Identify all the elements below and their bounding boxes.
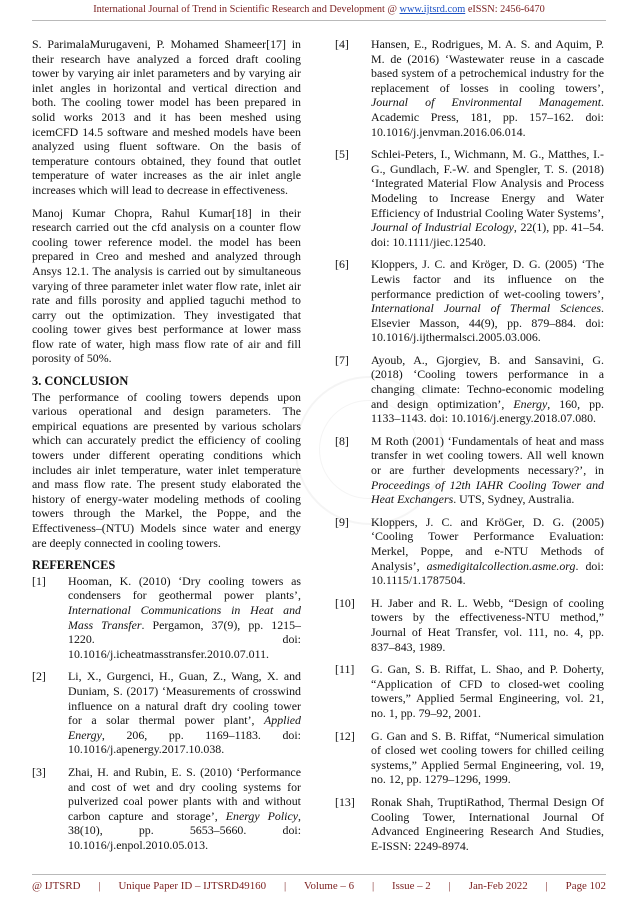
reference-text (371, 434, 604, 507)
journal-issn: eISSN: 2456-6470 (467, 4, 545, 15)
reference-citation: G. Gan and S. B. Riffat, “Numerical simulation of closed wet cooling towers for chilled ceiling systems,” Applied 5ermal Engineering, vol. 19, no. 12, pp. 1279–1296, 1999. (371, 728, 604, 787)
reference-citation: Zhai, H. and Rubin, E. S. (2010) ‘Performance and cost of wet and dry cooling systems for pulverized coal power plants with and without carbon capture and storage’, (68, 764, 301, 823)
conclusion-paragraph: The performance of cooling towers depends upon various operational and design parameters. The empirical equations are presented by various scholars which can accurately predict the efficiency of cooling towers under different operating conditions which includes air inlet temperature, water inlet temperature and mass flow rate. The present study elaborated the history of energy-water modeling methods of cooling towers through the Markel, the Poppe, and the Effectiveness–(NTU) Models since water and energy are deeply connected in cooling towers. (32, 389, 301, 550)
reference-text (371, 596, 604, 654)
reference-source-title: International Communications in Heat and Mass Transfer (68, 602, 301, 632)
footer-divider (32, 874, 606, 875)
reference-text (68, 574, 301, 662)
journal-name: International Journal of Trend in Scientific Research and Development @ (93, 4, 397, 15)
references-list-right (335, 37, 604, 853)
footer-sep: | (448, 880, 451, 892)
reference-number: [12] (335, 728, 355, 743)
reference-source-title: Journal of Environmental Management (371, 95, 602, 110)
reference-item (32, 574, 301, 662)
reference-item (32, 669, 301, 757)
reference-details: . Elsevier Masson, 44(9), pp. 879–884. doi: 10.1016/j.ijthermalsci.2005.03.006. (371, 301, 604, 345)
reference-number: [7] (335, 352, 349, 367)
footer-paper-id: Unique Paper ID – IJTSRD49160 (118, 880, 267, 892)
reference-citation: Li, X., Gurgenci, H., Guan, Z., Wang, X. and Duniam, S. (2017) ‘Measurements of crosswind influence on a natural draft dry cooling tower for a solar thermal power plant’, (68, 669, 301, 728)
footer-sep: | (545, 880, 548, 892)
reference-source-title: Journal of Industrial Ecology (371, 220, 514, 235)
reference-text (371, 515, 604, 588)
reference-item (335, 37, 604, 139)
right-column (335, 37, 604, 861)
review-paragraph-17: S. ParimalaMurugaveni, P. Mohamed Shameer[17] in their research have analyzed a forced draft cooling tower by varying air inlet parameters and by varying air inlet angles in horizontal and vertical direction and both. The cooling tower model has been prepared in solid works 2013 and it has been meshed using icemCFD 14.5 software and meshed models have been analyzed using fluent software. On the basis of temperature contours obtained, they found that outlet temperature of water increases as the air inlet angle increases which will lead to decrease in effectiveness. (32, 37, 301, 197)
reference-details: , 38(10), pp. 5653–5660. doi: 10.1016/j.enpol.2010.05.013. (68, 808, 301, 852)
references-heading: REFERENCES (32, 558, 116, 573)
reference-details: , 206, pp. 1169–1183. doi: 10.1016/j.apenergy.2017.10.038. (68, 727, 301, 757)
references-list-left (32, 574, 301, 853)
footer-issue: Issue – 2 (392, 880, 431, 892)
footer-sep: | (283, 880, 287, 892)
reference-item (335, 515, 604, 588)
reference-text (371, 729, 604, 787)
reference-item (32, 765, 301, 853)
journal-header (0, 4, 638, 15)
reference-item (335, 353, 604, 426)
reference-text (371, 795, 604, 853)
journal-site-link[interactable]: www.ijtsrd.com (399, 4, 466, 15)
reference-number: [2] (32, 669, 46, 684)
reference-number: [3] (32, 764, 46, 779)
reference-item (335, 257, 604, 345)
footer-volume: Volume – 6 (304, 880, 355, 892)
reference-source-title: Energy (513, 396, 548, 411)
reference-item (335, 729, 604, 787)
reference-citation: H. Jaber and R. L. Webb, “Design of cooling towers by the effectiveness-NTU method,” Journal of Heat Transfer, vol. 111, no. 4, pp. 837–843, 1989. (371, 595, 604, 654)
reference-number: [11] (335, 662, 355, 677)
reference-details: . doi: 10.1115/1.1787504. (371, 558, 604, 588)
footer-date: Jan-Feb 2022 (468, 880, 528, 892)
reference-source-title: Applied Energy (68, 713, 301, 742)
reference-number: [9] (335, 514, 349, 529)
footer-sep: | (371, 880, 375, 892)
reference-citation: Kloppers, J. C. and Kröger, D. G. (2005) ‘The Lewis factor and its influence on the performance prediction of wet-cooling towers’, (371, 257, 604, 301)
reference-number: [6] (335, 257, 349, 272)
reference-citation: G. Gan, S. B. Riffat, L. Shao, and P. Doherty, “Application of CFD to closed-wet cooling towers,” Applied 5ermal Engineering, vol. 21, no. 1, pp. 79–92, 2001. (371, 662, 604, 720)
reference-number: [5] (335, 147, 349, 162)
reference-details: . Pergamon, 37(9), pp. 1215–1220. doi: 10.1016/j.icheatmasstransfer.2010.07.011. (68, 617, 301, 661)
reference-item (335, 147, 604, 249)
reference-source-title: asmedigitalcollection.asme.org (426, 558, 576, 573)
reference-citation: Hooman, K. (2010) ‘Dry cooling towers as condensers for geothermal power plants’, (68, 573, 301, 603)
reference-number: [4] (335, 37, 349, 51)
reference-number: [1] (32, 573, 46, 588)
reference-citation: Schlei-Peters, I., Wichmann, M. G., Matthes, I.-G., Gundlach, F.-W. and Spengler, T. S. (2018) ‘Integrated Material Flow Analysis and Process Modeling to Increase Energy and Water Efficiency of Industrial Cooling Water Systems’, (371, 147, 604, 220)
reference-details: , 22(1), pp. 41–54. doi: 10.1111/jiec.12540. (371, 220, 604, 249)
reference-citation: Ayoub, A., Gjorgiev, B. and Sansavini, G. (2018) ‘Cooling towers performance in a changing climate: Techno-economic modeling and design optimization’, (371, 352, 604, 411)
left-column (32, 37, 301, 860)
reference-item (335, 596, 604, 654)
reference-text (371, 37, 604, 139)
page-footer (32, 880, 606, 892)
reference-citation: M Roth (2001) ‘Fundamentals of heat and mass transfer in wet cooling towers. All well known or are further developments necessary?’, in (371, 433, 604, 478)
reference-item (335, 795, 604, 853)
reference-source-title: International Journal of Thermal Sciences (371, 301, 602, 316)
reference-citation: Ronak Shah, TruptiRathod, Thermal Design Of Cooling Tower, International Journal Of Advanced Engineering Research And Studies, E-ISSN: 2249-8974. (371, 794, 604, 853)
reference-citation: Hansen, E., Rodrigues, M. A. S. and Aquim, P. M. de (2016) ‘Wastewater reuse in a cascade based system of a petrochemical industry for the replacement of losses in cooling towers’, (371, 37, 604, 95)
reference-details: , 160, pp. 1133–1143. doi: 10.1016/j.energy.2018.07.080. (371, 396, 605, 426)
reference-details: . Academic Press, 181, pp. 157–162. doi: 10.1016/j.jenvman.2016.06.014. (371, 95, 604, 139)
review-paragraph-18: Manoj Kumar Chopra, Rahul Kumar[18] in their research carried out the cfd analysis on a counter flow cooling tower reference model. the model has been prepared in Creo and meshed and analyzed through Ansys 12.1. The analysis is carried out by simultaneous varying of three parameter inlet water flow rate, inlet air rate and fills porosity and applied taguchi method to carry out the optimization. They investigated that cooling tower gives best performance at lower mass flow rate of water, high mass flow rate of air and fill porosity of 50%. (32, 205, 301, 366)
page-number: Page 102 (565, 880, 606, 892)
conclusion-heading: 3. CONCLUSION (32, 374, 129, 389)
reference-text (371, 147, 604, 249)
reference-details: . UTS, Sydney, Australia. (453, 492, 575, 507)
reference-text (68, 765, 301, 853)
reference-item (335, 434, 604, 507)
reference-citation: Kloppers, J. C. and KröGer, D. G. (2005) ‘Cooling Tower Performance Evaluation: Merkel, Poppe, and e-NTU Methods of Analysis’, (371, 514, 604, 573)
footer-sep: | (98, 880, 101, 892)
reference-number: [10] (335, 595, 355, 610)
reference-source-title: Energy Policy (225, 808, 299, 823)
footer-org: @ IJTSRD (32, 880, 81, 892)
reference-text (371, 353, 604, 426)
reference-text (68, 669, 301, 757)
reference-text (371, 257, 604, 345)
reference-number: [13] (335, 794, 355, 809)
reference-item (335, 662, 604, 720)
header-divider (32, 20, 606, 21)
reference-number: [8] (335, 433, 349, 448)
reference-source-title: Proceedings of 12th IAHR Cooling Tower and Heat Exchangers (371, 477, 604, 507)
reference-text (371, 662, 604, 720)
